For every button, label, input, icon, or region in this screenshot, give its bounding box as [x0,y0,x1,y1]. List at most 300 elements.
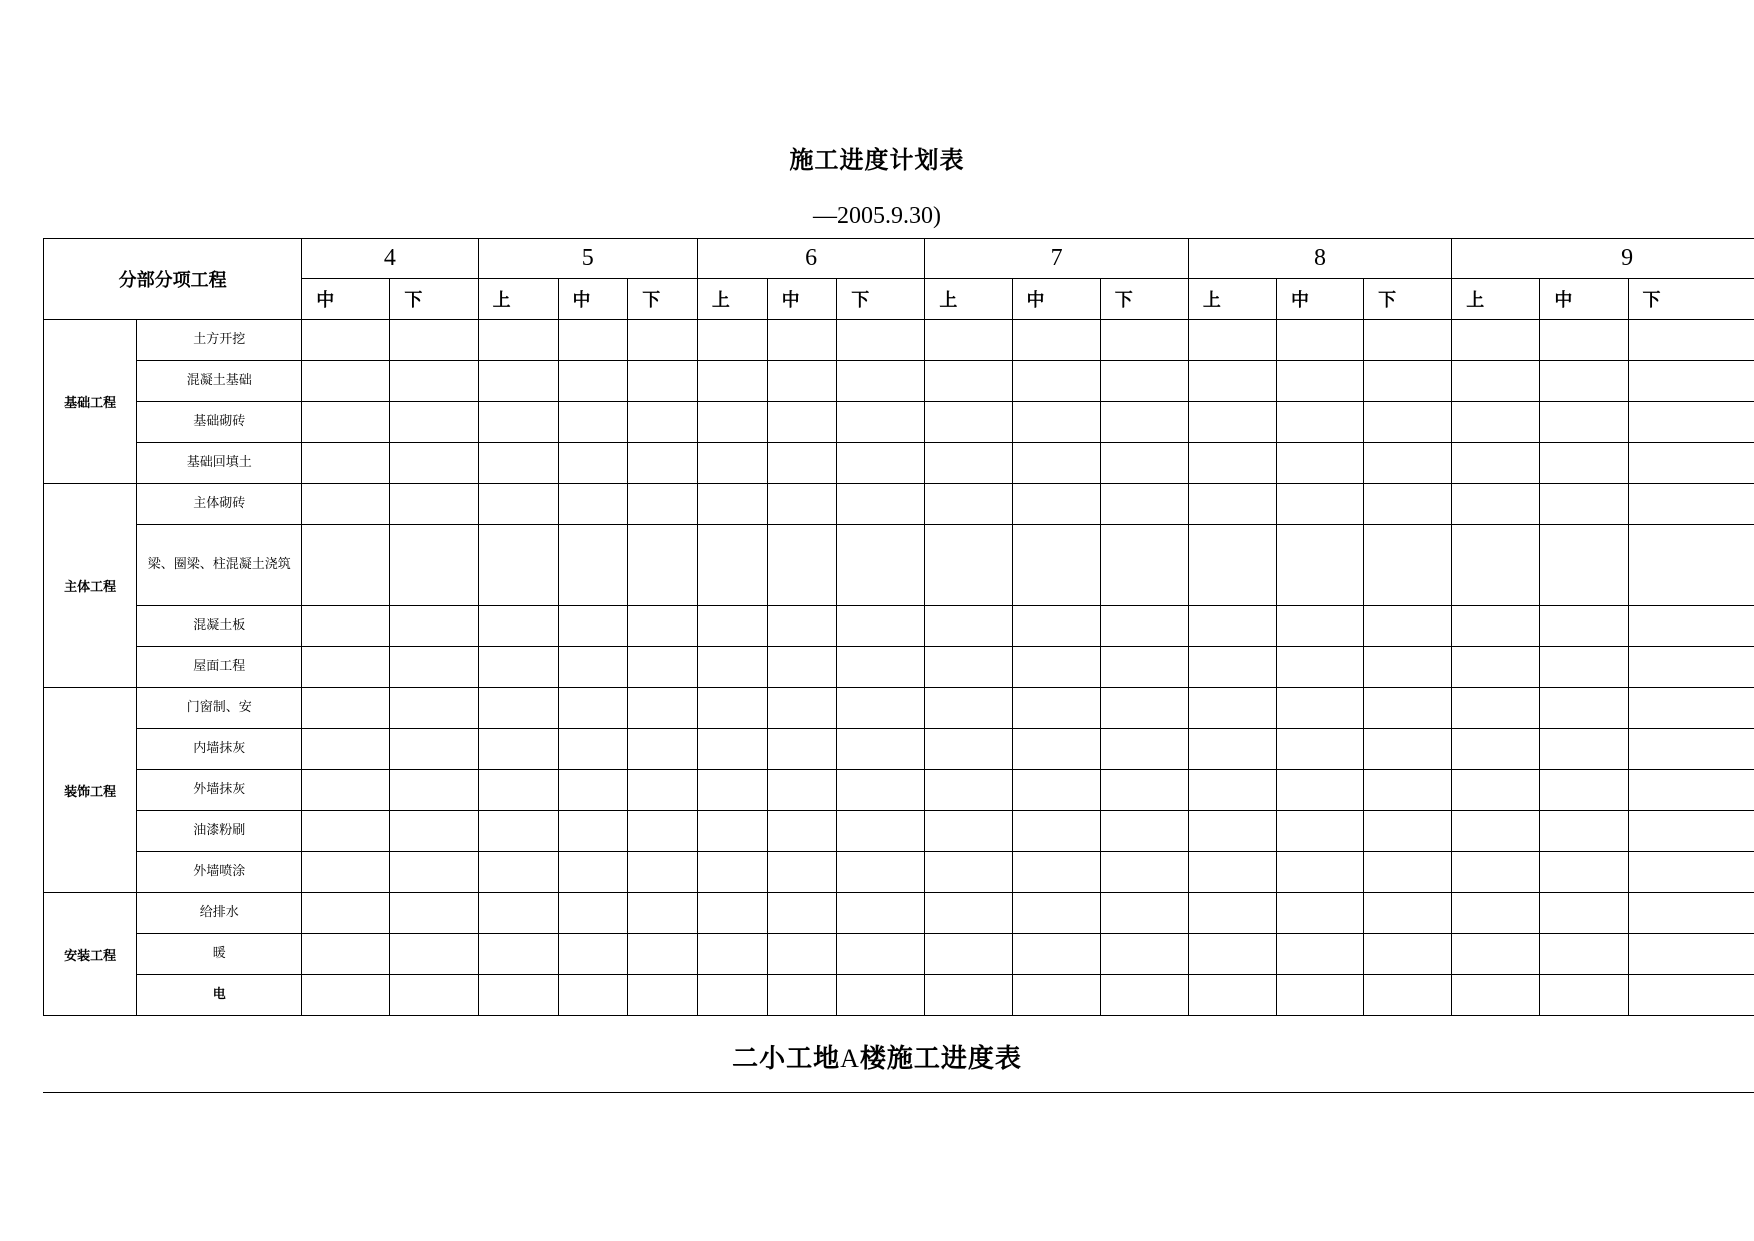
schedule-cell[interactable] [1276,484,1363,525]
schedule-cell[interactable] [478,688,558,729]
schedule-cell[interactable] [1540,647,1628,688]
schedule-cell[interactable] [478,443,558,484]
schedule-cell[interactable] [1364,525,1452,606]
schedule-cell[interactable] [1188,729,1276,770]
schedule-cell[interactable] [1364,361,1452,402]
schedule-cell[interactable] [1452,320,1540,361]
schedule-cell[interactable] [302,934,390,975]
schedule-cell[interactable] [1540,729,1628,770]
schedule-cell[interactable] [628,606,698,647]
schedule-cell[interactable] [697,320,767,361]
schedule-cell[interactable] [390,893,478,934]
schedule-cell[interactable] [1012,361,1100,402]
schedule-cell[interactable] [925,852,1012,893]
schedule-cell[interactable] [1012,647,1100,688]
schedule-cell[interactable] [1628,606,1754,647]
schedule-cell[interactable] [478,525,558,606]
schedule-cell[interactable] [558,729,628,770]
schedule-cell[interactable] [925,402,1012,443]
schedule-cell[interactable] [1452,402,1540,443]
schedule-cell[interactable] [1540,770,1628,811]
schedule-cell[interactable] [1188,647,1276,688]
schedule-cell[interactable] [837,852,925,893]
schedule-cell[interactable] [837,443,925,484]
schedule-cell[interactable] [697,484,767,525]
schedule-cell[interactable] [1452,729,1540,770]
schedule-cell[interactable] [478,811,558,852]
schedule-cell[interactable] [558,770,628,811]
schedule-cell[interactable] [1100,811,1188,852]
schedule-cell[interactable] [302,361,390,402]
schedule-cell[interactable] [628,893,698,934]
schedule-cell[interactable] [628,484,698,525]
schedule-cell[interactable] [390,729,478,770]
dekad-header: 下 [1100,279,1188,320]
schedule-cell[interactable] [925,484,1012,525]
schedule-cell[interactable] [478,647,558,688]
schedule-cell[interactable] [1364,402,1452,443]
schedule-cell[interactable] [1364,443,1452,484]
category-cell: 基础工程 [44,320,137,484]
schedule-cell[interactable] [1012,443,1100,484]
schedule-cell[interactable] [1540,361,1628,402]
schedule-cell[interactable] [1628,811,1754,852]
schedule-cell[interactable] [1628,443,1754,484]
schedule-cell[interactable] [1012,402,1100,443]
schedule-cell[interactable] [837,770,925,811]
schedule-cell[interactable] [925,975,1012,1016]
schedule-cell[interactable] [1364,811,1452,852]
schedule-cell[interactable] [1364,320,1452,361]
schedule-cell[interactable] [1628,934,1754,975]
schedule-cell[interactable] [1100,893,1188,934]
schedule-cell[interactable] [767,975,837,1016]
schedule-cell[interactable] [697,729,767,770]
schedule-cell[interactable] [558,975,628,1016]
schedule-cell[interactable] [390,443,478,484]
schedule-cell[interactable] [390,361,478,402]
schedule-cell[interactable] [767,852,837,893]
schedule-cell[interactable] [1276,975,1363,1016]
schedule-cell[interactable] [1452,606,1540,647]
schedule-cell[interactable] [1452,647,1540,688]
schedule-cell[interactable] [302,811,390,852]
schedule-cell[interactable] [628,934,698,975]
schedule-cell[interactable] [478,934,558,975]
schedule-cell[interactable] [302,606,390,647]
schedule-cell[interactable] [1012,525,1100,606]
schedule-cell[interactable] [1628,320,1754,361]
schedule-cell[interactable] [1100,770,1188,811]
schedule-cell[interactable] [697,852,767,893]
document-title: 施工进度计划表 [789,146,965,174]
table-row [44,893,1754,934]
schedule-cell[interactable] [1628,729,1754,770]
schedule-cell[interactable] [1100,852,1188,893]
schedule-cell[interactable] [925,361,1012,402]
schedule-cell[interactable] [558,320,628,361]
schedule-cell[interactable] [1452,361,1540,402]
schedule-cell[interactable] [837,688,925,729]
schedule-cell[interactable] [1628,852,1754,893]
schedule-cell[interactable] [478,975,558,1016]
schedule-cell[interactable] [558,647,628,688]
schedule-cell[interactable] [478,320,558,361]
schedule-cell[interactable] [837,606,925,647]
month-header-row [44,239,1754,279]
schedule-cell[interactable] [628,688,698,729]
schedule-cell[interactable] [628,852,698,893]
schedule-cell[interactable] [697,402,767,443]
schedule-cell[interactable] [1364,975,1452,1016]
schedule-cell[interactable] [1188,688,1276,729]
schedule-cell[interactable] [767,361,837,402]
bottom-title-letter: A [840,1044,860,1073]
schedule-cell[interactable] [1100,484,1188,525]
schedule-cell[interactable] [1452,688,1540,729]
schedule-cell[interactable] [1276,361,1363,402]
table-row [44,320,1754,361]
schedule-cell[interactable] [628,811,698,852]
schedule-cell[interactable] [837,484,925,525]
schedule-cell[interactable] [1188,852,1276,893]
schedule-cell[interactable] [390,975,478,1016]
schedule-cell[interactable] [837,361,925,402]
schedule-cell[interactable] [1540,975,1628,1016]
schedule-cell[interactable] [767,688,837,729]
schedule-cell[interactable] [925,606,1012,647]
schedule-cell[interactable] [1012,852,1100,893]
table-row [44,443,1754,484]
schedule-cell[interactable] [1188,770,1276,811]
schedule-cell[interactable] [1276,647,1363,688]
schedule-cell[interactable] [1012,934,1100,975]
schedule-cell[interactable] [558,852,628,893]
schedule-cell[interactable] [478,402,558,443]
schedule-cell[interactable] [478,361,558,402]
schedule-cell[interactable] [925,934,1012,975]
schedule-cell[interactable] [1540,811,1628,852]
schedule-cell[interactable] [1012,688,1100,729]
schedule-cell[interactable] [767,729,837,770]
schedule-cell[interactable] [837,893,925,934]
schedule-cell[interactable] [302,647,390,688]
schedule-cell[interactable] [1364,852,1452,893]
schedule-cell[interactable] [628,443,698,484]
schedule-cell[interactable] [1100,443,1188,484]
schedule-cell[interactable] [1012,893,1100,934]
schedule-cell[interactable] [1364,893,1452,934]
schedule-cell[interactable] [1540,402,1628,443]
schedule-cell[interactable] [390,525,478,606]
schedule-cell[interactable] [925,443,1012,484]
schedule-cell[interactable] [1012,320,1100,361]
schedule-cell[interactable] [628,729,698,770]
schedule-cell[interactable] [837,647,925,688]
schedule-cell[interactable] [767,525,837,606]
schedule-cell[interactable] [1012,770,1100,811]
schedule-cell[interactable] [697,443,767,484]
schedule-cell[interactable] [925,647,1012,688]
schedule-cell[interactable] [837,402,925,443]
schedule-cell[interactable] [558,484,628,525]
schedule-cell[interactable] [1540,934,1628,975]
schedule-cell[interactable] [628,770,698,811]
schedule-cell[interactable] [767,606,837,647]
schedule-cell[interactable] [558,811,628,852]
schedule-cell[interactable] [1540,893,1628,934]
schedule-cell[interactable] [390,688,478,729]
schedule-cell[interactable] [302,402,390,443]
dekad-header: 上 [478,279,558,320]
schedule-cell[interactable] [1188,484,1276,525]
schedule-cell[interactable] [1276,893,1363,934]
schedule-cell[interactable] [925,770,1012,811]
dekad-header: 中 [1540,279,1628,320]
schedule-cell[interactable] [767,811,837,852]
schedule-cell[interactable] [1628,361,1754,402]
schedule-cell[interactable] [1188,893,1276,934]
schedule-cell[interactable] [1364,770,1452,811]
schedule-cell[interactable] [1540,484,1628,525]
schedule-cell[interactable] [390,402,478,443]
schedule-cell[interactable] [1100,361,1188,402]
item-cell: 梁、圈梁、柱混凝土浇筑 [137,525,302,606]
schedule-cell[interactable] [1276,770,1363,811]
dekad-header: 中 [1012,279,1100,320]
schedule-cell[interactable] [1276,934,1363,975]
schedule-cell[interactable] [697,688,767,729]
schedule-cell[interactable] [1452,893,1540,934]
schedule-cell[interactable] [837,934,925,975]
item-cell: 内墙抹灰 [137,729,302,770]
schedule-cell[interactable] [1452,811,1540,852]
schedule-cell[interactable] [1188,811,1276,852]
schedule-cell[interactable] [390,934,478,975]
schedule-cell[interactable] [925,729,1012,770]
schedule-cell[interactable] [1540,525,1628,606]
schedule-cell[interactable] [697,934,767,975]
schedule-cell[interactable] [1276,443,1363,484]
schedule-cell[interactable] [1100,606,1188,647]
schedule-cell[interactable] [767,320,837,361]
schedule-cell[interactable] [767,402,837,443]
item-cell: 门窗制、安 [137,688,302,729]
schedule-cell[interactable] [558,361,628,402]
schedule-cell[interactable] [1100,729,1188,770]
schedule-cell[interactable] [1540,320,1628,361]
schedule-cell[interactable] [302,525,390,606]
schedule-cell[interactable] [1188,402,1276,443]
schedule-cell[interactable] [1452,770,1540,811]
schedule-cell[interactable] [1628,893,1754,934]
schedule-cell[interactable] [558,893,628,934]
schedule-cell[interactable] [1100,320,1188,361]
item-cell: 基础砌砖 [137,402,302,443]
schedule-cell[interactable] [628,320,698,361]
schedule-cell[interactable] [302,770,390,811]
month-header: 5 [478,239,697,279]
schedule-cell[interactable] [1100,934,1188,975]
schedule-cell[interactable] [390,770,478,811]
schedule-cell[interactable] [1540,852,1628,893]
schedule-cell[interactable] [390,852,478,893]
schedule-cell[interactable] [628,402,698,443]
schedule-cell[interactable] [1188,361,1276,402]
schedule-cell[interactable] [628,525,698,606]
schedule-cell[interactable] [1452,975,1540,1016]
table-row [44,606,1754,647]
schedule-cell[interactable] [697,361,767,402]
schedule-cell[interactable] [1540,606,1628,647]
schedule-cell[interactable] [837,525,925,606]
schedule-cell[interactable] [1628,770,1754,811]
item-cell: 混凝土板 [137,606,302,647]
schedule-cell[interactable] [697,770,767,811]
schedule-cell[interactable] [1276,729,1363,770]
schedule-cell[interactable] [1364,934,1452,975]
schedule-cell[interactable] [697,975,767,1016]
schedule-cell[interactable] [837,975,925,1016]
schedule-cell[interactable] [1364,688,1452,729]
schedule-cell[interactable] [558,606,628,647]
schedule-cell[interactable] [1276,606,1363,647]
schedule-cell[interactable] [558,934,628,975]
schedule-cell[interactable] [767,893,837,934]
schedule-cell[interactable] [767,647,837,688]
schedule-cell[interactable] [1628,975,1754,1016]
schedule-cell[interactable] [390,647,478,688]
schedule-cell[interactable] [1188,320,1276,361]
schedule-cell[interactable] [1188,525,1276,606]
schedule-cell[interactable] [302,688,390,729]
schedule-cell[interactable] [1012,729,1100,770]
schedule-cell[interactable] [558,525,628,606]
schedule-cell[interactable] [767,770,837,811]
schedule-cell[interactable] [1012,811,1100,852]
schedule-cell[interactable] [925,525,1012,606]
schedule-cell[interactable] [767,484,837,525]
schedule-cell[interactable] [1276,688,1363,729]
schedule-cell[interactable] [697,525,767,606]
schedule-cell[interactable] [478,852,558,893]
schedule-cell[interactable] [390,606,478,647]
bottom-rule [43,1092,1754,1093]
dekad-header: 中 [1276,279,1363,320]
schedule-cell[interactable] [390,320,478,361]
schedule-cell[interactable] [1452,852,1540,893]
schedule-cell[interactable] [478,729,558,770]
schedule-cell[interactable] [925,893,1012,934]
schedule-cell[interactable] [1100,647,1188,688]
schedule-cell[interactable] [1540,688,1628,729]
schedule-cell[interactable] [1628,484,1754,525]
schedule-cell[interactable] [697,647,767,688]
table-row [44,975,1754,1016]
bottom-title-suffix: 楼施工进度表 [859,1044,1022,1074]
item-cell: 给排水 [137,893,302,934]
schedule-cell[interactable] [390,484,478,525]
schedule-cell[interactable] [767,443,837,484]
table-row [44,934,1754,975]
schedule-cell[interactable] [1188,443,1276,484]
schedule-cell[interactable] [1276,811,1363,852]
bottom-title-prefix: 二小工地 [732,1044,841,1074]
schedule-cell[interactable] [1188,934,1276,975]
schedule-cell[interactable] [478,606,558,647]
schedule-cell[interactable] [1100,975,1188,1016]
item-cell: 外墙抹灰 [137,770,302,811]
schedule-cell[interactable] [302,729,390,770]
schedule-cell[interactable] [1188,975,1276,1016]
schedule-cell[interactable] [390,811,478,852]
schedule-cell[interactable] [1452,525,1540,606]
schedule-cell[interactable] [1276,852,1363,893]
schedule-cell[interactable] [478,484,558,525]
schedule-cell[interactable] [1100,525,1188,606]
schedule-cell[interactable] [1188,606,1276,647]
schedule-cell[interactable] [628,975,698,1016]
schedule-cell[interactable] [1628,647,1754,688]
schedule-cell[interactable] [1276,402,1363,443]
schedule-cell[interactable] [1628,688,1754,729]
schedule-cell[interactable] [697,606,767,647]
schedule-cell[interactable] [478,893,558,934]
schedule-cell[interactable] [1100,402,1188,443]
schedule-cell[interactable] [1628,402,1754,443]
schedule-cell[interactable] [1452,443,1540,484]
schedule-cell[interactable] [1012,975,1100,1016]
schedule-cell[interactable] [1012,606,1100,647]
schedule-cell[interactable] [558,443,628,484]
schedule-cell[interactable] [628,647,698,688]
schedule-cell[interactable] [697,811,767,852]
month-header: 8 [1188,239,1451,279]
schedule-cell[interactable] [302,975,390,1016]
schedule-cell[interactable] [478,770,558,811]
schedule-cell[interactable] [837,320,925,361]
schedule-cell[interactable] [1628,525,1754,606]
schedule-cell[interactable] [302,443,390,484]
schedule-cell[interactable] [1012,484,1100,525]
schedule-cell[interactable] [302,852,390,893]
schedule-cell[interactable] [1364,484,1452,525]
schedule-cell[interactable] [767,934,837,975]
schedule-cell[interactable] [697,893,767,934]
schedule-cell[interactable] [302,484,390,525]
schedule-cell[interactable] [1364,729,1452,770]
schedule-cell[interactable] [302,893,390,934]
schedule-cell[interactable] [1364,647,1452,688]
item-cell: 基础回填土 [137,443,302,484]
schedule-cell[interactable] [1276,525,1363,606]
schedule-cell[interactable] [1452,484,1540,525]
schedule-cell[interactable] [837,811,925,852]
schedule-cell[interactable] [925,688,1012,729]
schedule-cell[interactable] [628,361,698,402]
schedule-cell[interactable] [558,688,628,729]
schedule-cell[interactable] [1276,320,1363,361]
schedule-cell[interactable] [558,402,628,443]
schedule-cell[interactable] [1100,688,1188,729]
schedule-cell[interactable] [837,729,925,770]
schedule-cell[interactable] [925,320,1012,361]
schedule-cell[interactable] [1452,934,1540,975]
schedule-cell[interactable] [925,811,1012,852]
schedule-cell[interactable] [302,320,390,361]
schedule-cell[interactable] [1364,606,1452,647]
schedule-cell[interactable] [1540,443,1628,484]
